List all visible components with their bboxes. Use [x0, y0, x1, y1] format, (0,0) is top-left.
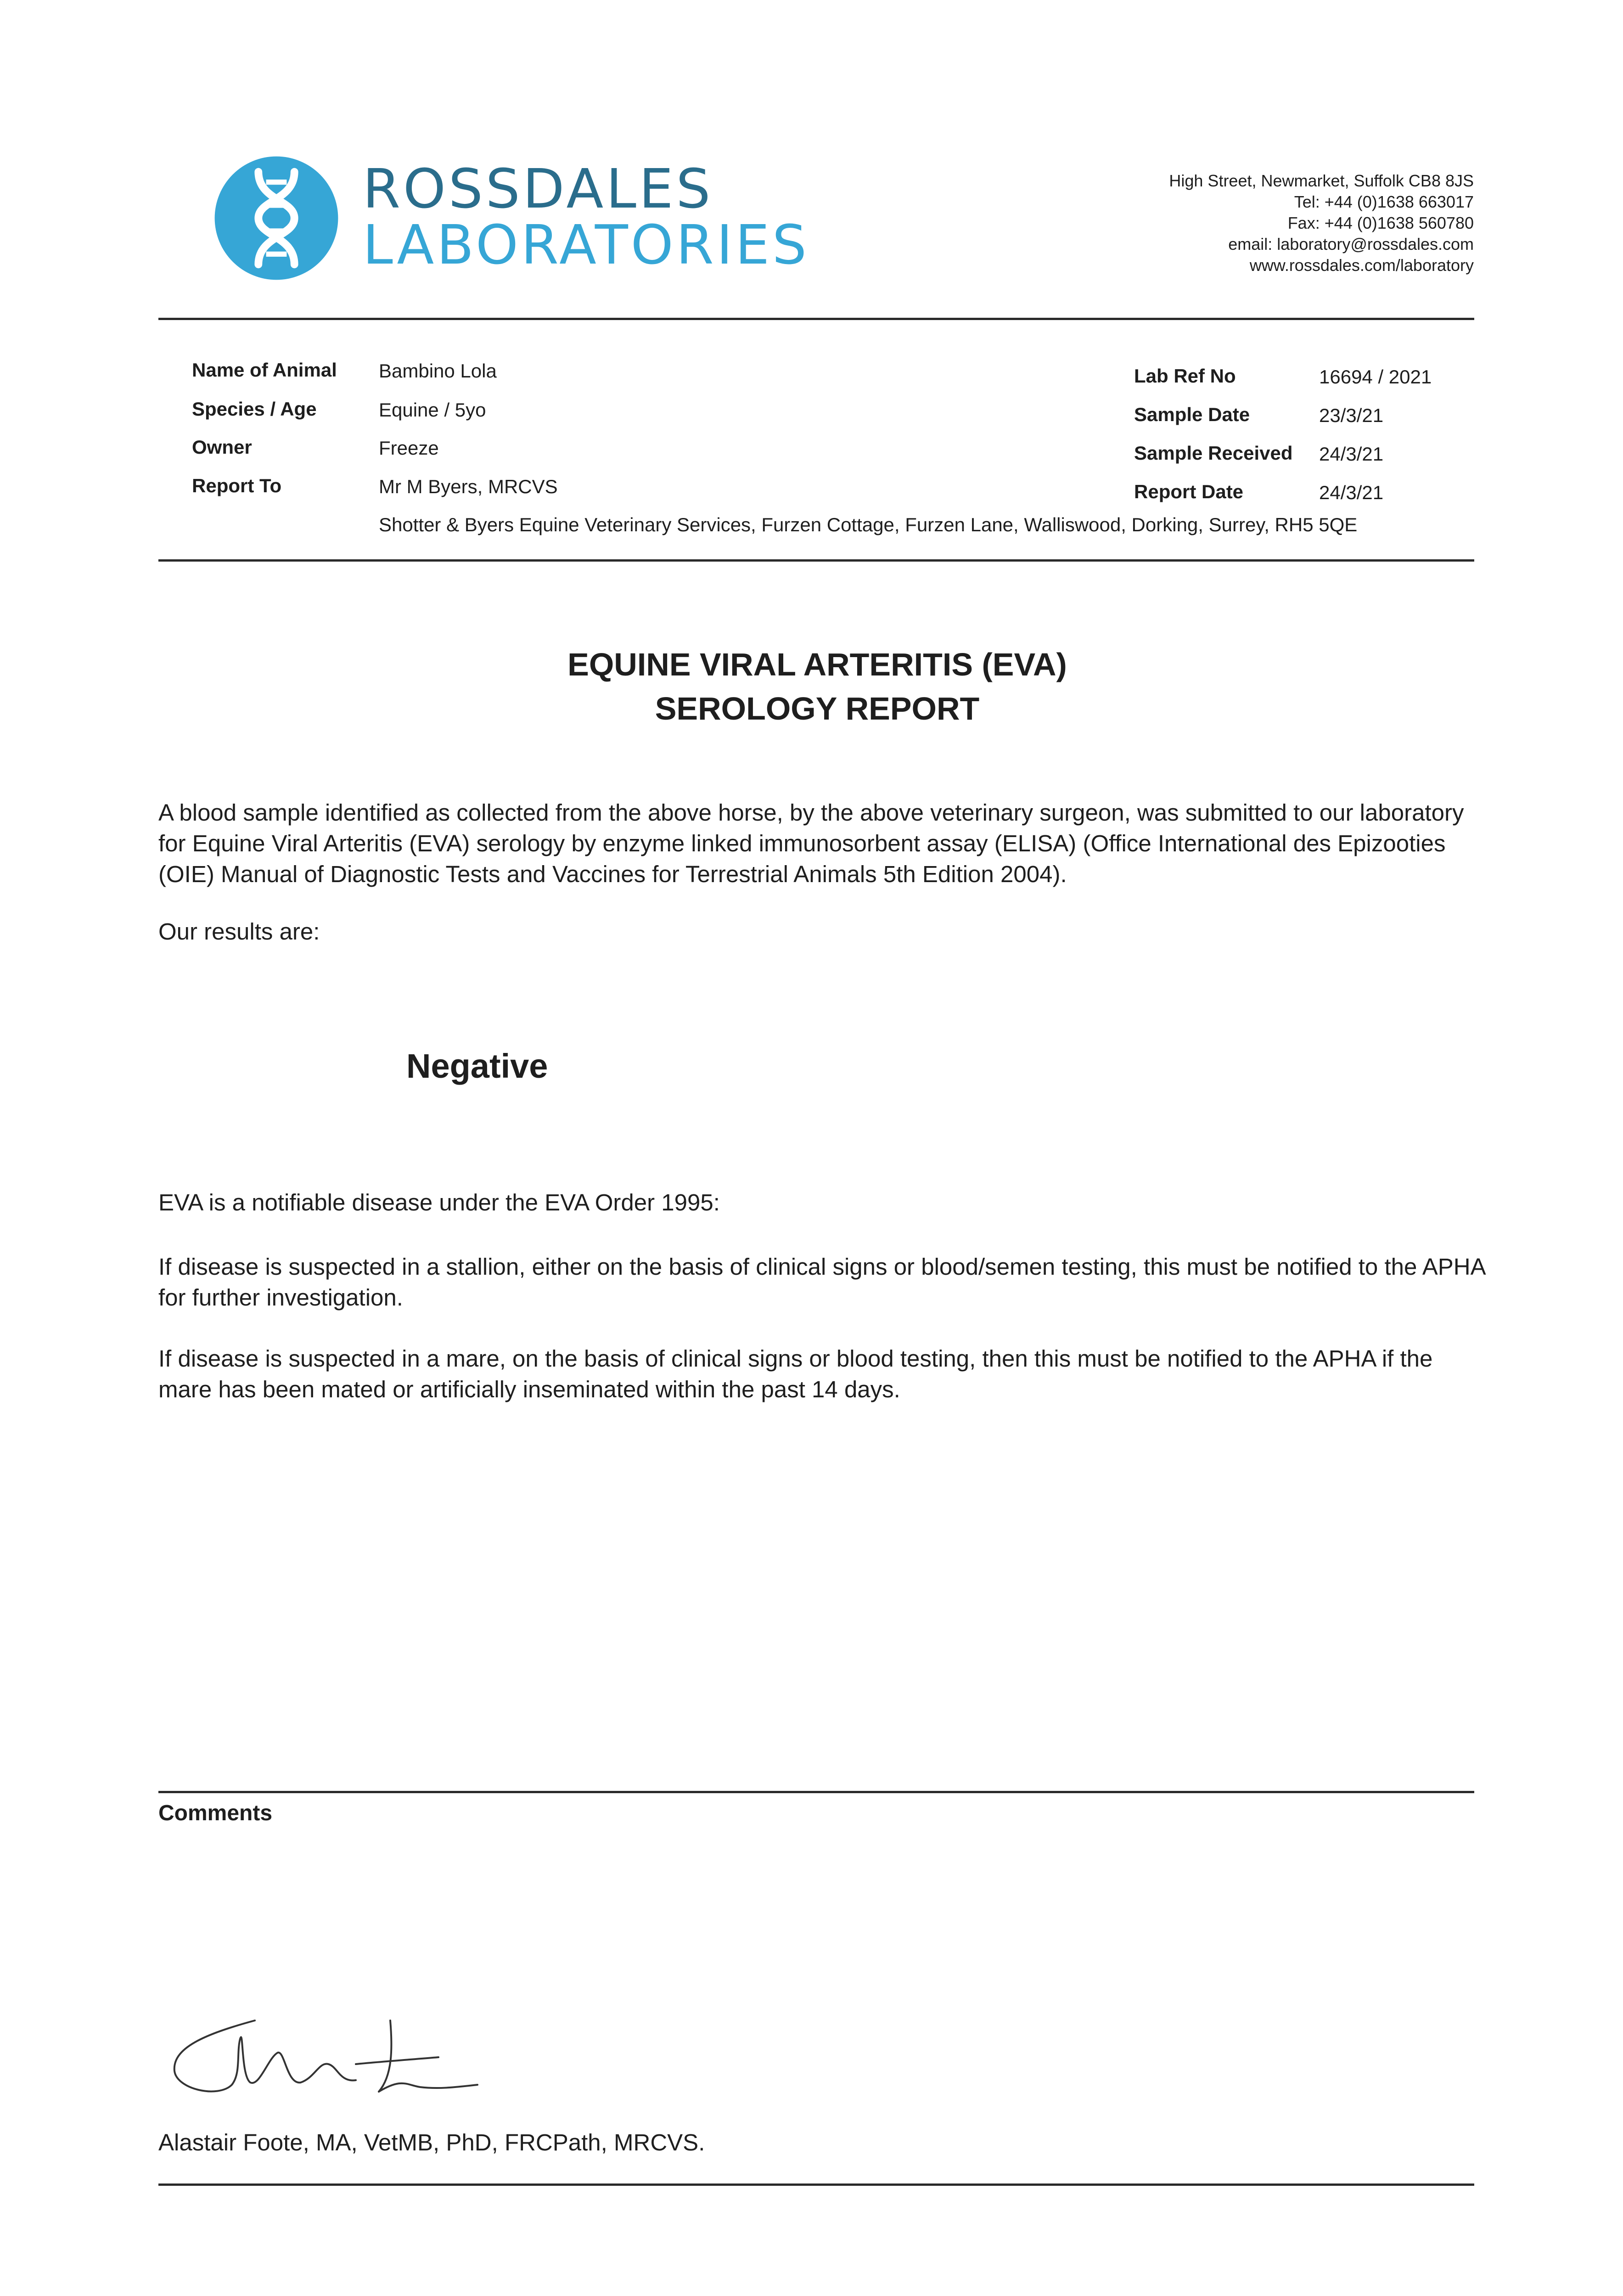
report-date-value: 24/3/21: [1319, 482, 1384, 503]
mare-paragraph: If disease is suspected in a mare, on the basis of clinical signs or blood testing, then this must be notified to the APHA if the mare has been mated or artificially inseminated within the past 14 days.: [158, 1345, 1433, 1402]
details-divider: [158, 559, 1474, 562]
footer-divider: [158, 2183, 1474, 2186]
report-to-address: Shotter & Byers Equine Veterinary Services, Furzen Cottage, Furzen Lane, Walliswood, Dorking, Surrey, RH5 5QE: [379, 514, 1358, 535]
species-value: Equine / 5yo: [379, 399, 486, 421]
contact-email: email: laboratory@rossdales.com: [1228, 235, 1474, 253]
name-value: Bambino Lola: [379, 360, 497, 382]
brand-name-line1: ROSSDALES: [363, 157, 713, 220]
sample-received-value: 24/3/21: [1319, 443, 1384, 465]
sample-received-label: Sample Received: [1134, 442, 1293, 464]
result-value: Negative: [406, 1047, 548, 1085]
sample-date-value: 23/3/21: [1319, 405, 1384, 426]
contact-tel: Tel: +44 (0)1638 663017: [1294, 192, 1474, 211]
report-to-label: Report To: [192, 475, 282, 496]
signature-icon: [163, 1984, 503, 2122]
contact-fax: Fax: +44 (0)1638 560780: [1287, 214, 1474, 232]
lab-ref-value: 16694 / 2021: [1319, 366, 1432, 388]
notifiable-paragraph: EVA is a notifiable disease under the EVA Order 1995:: [158, 1189, 720, 1216]
report-to-value: Mr M Byers, MRCVS: [379, 476, 558, 497]
contact-website: www.rossdales.com/laboratory: [1249, 256, 1474, 275]
comments-divider: [158, 1791, 1474, 1793]
lab-ref-label: Lab Ref No: [1134, 365, 1236, 387]
report-title: EQUINE VIRAL ARTERITIS (EVA): [567, 647, 1067, 682]
owner-value: Freeze: [379, 437, 439, 459]
dna-helix-logo-icon: [212, 154, 341, 282]
comments-label: Comments: [158, 1801, 273, 1825]
results-intro: Our results are:: [158, 918, 320, 945]
sample-date-label: Sample Date: [1134, 404, 1250, 425]
report-subtitle: SEROLOGY REPORT: [655, 691, 980, 726]
owner-label: Owner: [192, 436, 252, 458]
signatory-name: Alastair Foote, MA, VetMB, PhD, FRCPath, MRCVS.: [158, 2129, 705, 2155]
name-label: Name of Animal: [192, 359, 337, 381]
species-label: Species / Age: [192, 398, 317, 420]
brand-name-line2: LABORATORIES: [363, 213, 809, 276]
intro-paragraph: A blood sample identified as collected from the above horse, by the above veterinary surgeon, was submitted to our laboratory for Equine Viral Arteritis (EVA) serology by enzyme linked immunosorbent assay (ELISA) (Office International des Epizooties (OIE) Manual of Diagnostic Tests and Vaccines for Terrestrial Animals 5th Edition 2004).: [158, 799, 1464, 887]
header-divider: [158, 318, 1474, 320]
stallion-paragraph: If disease is suspected in a stallion, either on the basis of clinical signs or blood/semen testing, this must be notified to the APHA for further investigation.: [158, 1254, 1485, 1311]
contact-address: High Street, Newmarket, Suffolk CB8 8JS: [1169, 171, 1474, 190]
report-date-label: Report Date: [1134, 481, 1244, 502]
